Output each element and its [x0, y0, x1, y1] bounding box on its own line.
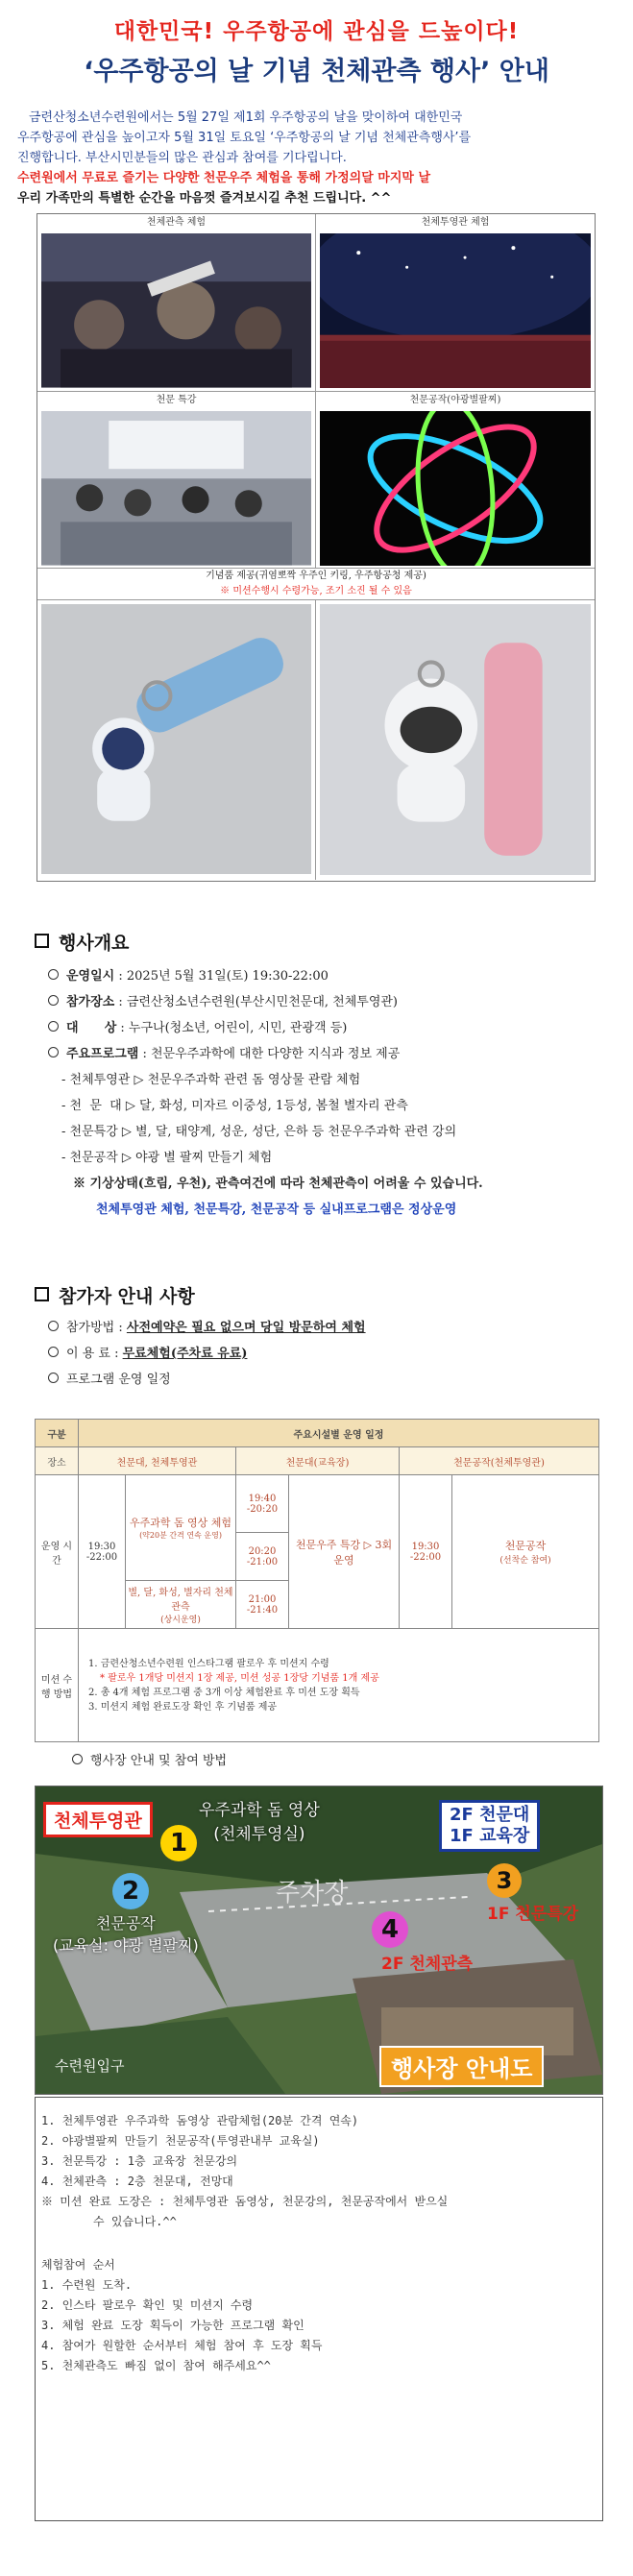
participation-list: 참가방법 : 사전예약은 필요 없으며 당일 방문하여 체험 이 용 료 : 무료체험(주차료 유료) 프로그램 운영 일정 [48, 1315, 615, 1393]
table-cell: 19:30 -22:00 [400, 1475, 452, 1629]
lecture-label: 1F 천문특강 [487, 1905, 579, 1924]
photo-caption: 천문 특강 [37, 392, 315, 409]
photo-craft-image [320, 411, 591, 566]
intro-line: 금련산청소년수련원에서는 5월 27일 제1회 우주항공의 날을 맞이하여 대한민국 [29, 110, 463, 125]
table-cell: 미션 수행 방법 [36, 1629, 79, 1742]
table-cell: 천문우주 특강 ▷ 3회 운영 [289, 1475, 400, 1629]
table-cell: 19:40 -20:20 [236, 1475, 289, 1533]
map-label-1 [199, 1796, 320, 1844]
marker-3: 3 [487, 1863, 522, 1898]
mission-step: 1. 금련산청소년수련원 인스타그램 팔로우 후 미션지 수령 [88, 1658, 329, 1669]
method-value: 사전예약은 필요 없으며 당일 방문하여 체험 [126, 1321, 366, 1335]
info-line: 3. 천문특강 : 1층 교육장 천문강의 [41, 2154, 238, 2168]
circle-bullet-icon [48, 1047, 59, 1057]
craft-label: 천문공작 [95, 1914, 156, 1932]
dome-program: 우주과학 돔 영상 체험 [129, 1517, 232, 1529]
floor-2f-label: 2F 천문대 [450, 1805, 530, 1825]
overview-heading-text: 행사개요 [59, 933, 130, 954]
circle-bullet-icon [48, 995, 59, 1006]
info-line: ※ 미션 완료 도장은 : 천체투영관 돔영상, 천문강의, 천문공작에서 받으실 [41, 2195, 449, 2208]
photo-caption: 천체투영관 체험 [316, 214, 595, 231]
checkbox-icon [35, 934, 49, 948]
sequence-step: 4. 참여가 원할한 순서부터 체험 참여 후 도장 획득 [41, 2339, 323, 2352]
craft-sublabel: (교육실: 야광 별팔찌) [53, 1936, 199, 1955]
checkbox-icon [35, 1287, 49, 1301]
marker-1: 1 [160, 1825, 197, 1861]
table-cell: 장소 [36, 1447, 79, 1475]
souvenir-warning: ※ 미션수행시 수령가능, 조기 소진 될 수 있음 [220, 586, 412, 596]
entrance-label: 수련원입구 [55, 2057, 125, 2075]
program-value: : 천문우주과학에 대한 다양한 지식과 정보 제공 [138, 1047, 401, 1061]
mission-note: * 팔로우 1개당 미션지 1장 제공, 미션 성공 1장당 기념품 1개 제공 [100, 1672, 379, 1684]
photo-keyring-2 [316, 600, 595, 880]
craft-program-note: (선착순 참여) [499, 1556, 551, 1566]
venue-map [35, 1786, 603, 2095]
craft-program: 천문공작 [504, 1540, 547, 1552]
map-guide-title: 행사장 안내도 [379, 2046, 544, 2087]
fee-value: 무료체험(주차료 유료) [122, 1347, 248, 1361]
schedule-table [35, 1419, 599, 1742]
map-label-2 [53, 1911, 199, 1956]
overview-list [48, 963, 615, 1223]
sequence-step: 5. 천체관측도 빠짐 없이 참여 해주세요^^ [41, 2359, 271, 2372]
schedule-label: 프로그램 운영 일정 [66, 1373, 171, 1387]
floor-box [439, 1800, 540, 1852]
table-header: 구분 [36, 1420, 79, 1447]
info-line: 4. 천체관측 : 2층 천문대, 전망대 [41, 2175, 233, 2188]
target-value: : 누구나(청소년, 어린이, 시민, 관광객 등) [116, 1021, 348, 1035]
dome-label: 우주과학 돔 영상 [199, 1801, 320, 1820]
circle-bullet-icon [48, 1321, 59, 1331]
floor-1f-label: 1F 교육장 [450, 1826, 530, 1846]
intro-line: 진행합니다. 부산시민분들의 많은 관심과 참여를 기다립니다. [17, 151, 347, 165]
date-value: : 2025년 5월 31일(토) 19:30-22:00 [114, 969, 329, 984]
photo-stargazing-image [41, 233, 311, 388]
observation-program: 별, 달, 화성, 별자리 천체관측 [128, 1588, 233, 1613]
photo-note-bar [37, 569, 595, 600]
sequence-title: 체험참여 순서 [41, 2258, 115, 2272]
participation-heading-text: 참가자 안내 사항 [59, 1286, 195, 1307]
place-label: 참가장소 [66, 995, 115, 1009]
date-label: 운영일시 [66, 969, 115, 984]
dome-program-note: (약20분 간격 연속 운영) [139, 1531, 222, 1540]
table-row [36, 1629, 599, 1742]
participation-heading [35, 1282, 195, 1308]
photo-caption: 천문공작(야광별팔찌) [316, 392, 595, 409]
program-item: - 천문공작 ▷ 야광 별 팔찌 만들기 체험 [61, 1151, 273, 1165]
circle-bullet-icon [48, 969, 59, 980]
info-line: 1. 천체투영관 우주과학 돔영상 관람체험(20분 간격 연속) [41, 2114, 359, 2127]
marker-2: 2 [112, 1873, 149, 1909]
program-item: - 천체투영관 ▷ 천문우주과학 관련 돔 영상물 관람 체험 [61, 1073, 361, 1087]
sequence-step: 3. 체험 완료 도장 획득이 가능한 프로그램 확인 [41, 2319, 304, 2332]
photo-stargazing [37, 214, 316, 392]
photo-caption: 천체관측 체험 [37, 214, 315, 231]
observation-program-note: (상시운영) [160, 1616, 201, 1625]
method-label: 참가방법 [66, 1321, 115, 1335]
marker-4: 4 [372, 1911, 408, 1948]
table-cell: 21:00 -21:40 [236, 1581, 289, 1629]
mission-step: 3. 미션지 체험 완료도장 확인 후 기념품 제공 [88, 1701, 278, 1713]
table-cell: 천문대, 천체투영관 [79, 1447, 236, 1475]
photo-note [37, 569, 595, 599]
table-cell: 천문대(교육장) [236, 1447, 400, 1475]
info-line: 2. 야광별팔찌 만들기 천문공작(투영관내부 교육실) [41, 2134, 320, 2148]
photo-planetarium [316, 214, 595, 392]
keyring-1-image [41, 604, 311, 874]
table-row [36, 1475, 599, 1533]
map-heading-text: 행사장 안내 및 참여 방법 [90, 1754, 228, 1768]
program-item: - 천문특강 ▷ 별, 달, 태양계, 성운, 성단, 은하 등 천문우주과학 관련 강의 [61, 1125, 457, 1139]
table-row [36, 1420, 599, 1447]
table-cell [126, 1581, 236, 1629]
intro-line: 우주항공에 관심을 높이고자 5월 31일 토요일 ‘우주항공의 날 기념 천체관측행사’를 [17, 131, 472, 145]
photo-lecture-image [41, 411, 311, 566]
photo-planetarium-image [320, 233, 591, 388]
table-cell [452, 1475, 599, 1629]
title-line-2: ‘우주항공의 날 기념 천체관측 행사’ 안내 [84, 57, 549, 86]
mission-step: 2. 총 4개 체험 프로그램 중 3개 이상 체험완료 후 미션 도장 획득 [88, 1687, 360, 1698]
photo-grid [37, 213, 596, 882]
table-cell: 20:20 -21:00 [236, 1533, 289, 1581]
intro-highlight: 수련원에서 무료로 즐기는 다양한 천문우주 체험을 통해 가정의달 마지막 날 [17, 171, 431, 185]
photo-craft [316, 392, 595, 569]
dome-sublabel: (천체투영실) [213, 1825, 305, 1844]
weather-note: ※ 기상상태(흐림, 우천), 관측여건에 따라 천체관측이 어려울 수 있습니다. [73, 1177, 483, 1191]
parking-label: 주차장 [276, 1879, 349, 1908]
circle-bullet-icon [48, 1373, 59, 1383]
observation-label: 2F 천체관측 [381, 1955, 474, 1974]
keyring-2-image [320, 604, 591, 875]
sequence-step: 1. 수련원 도착. [41, 2278, 133, 2292]
target-label: 대 상 [66, 1021, 117, 1035]
table-cell: 천문공작(천체투영관) [400, 1447, 599, 1475]
info-line: 수 있습니다.^^ [93, 2215, 177, 2228]
place-value: : 금련산청소년수련원(부산시민천문대, 천체투영관) [114, 995, 399, 1009]
fee-label: 이 용 료 [66, 1347, 110, 1361]
intro-recommend: 우리 가족만의 특별한 순간을 마음껏 즐겨보시길 추천 드립니다. ^^ [17, 191, 392, 206]
photo-lecture [37, 392, 316, 569]
table-cell: 19:30 -22:00 [79, 1475, 126, 1629]
table-cell: 운영 시간 [36, 1475, 79, 1629]
mission-cell [79, 1629, 599, 1742]
info-box [35, 2097, 603, 2521]
sequence-step: 2. 인스타 팔로우 확인 및 미션지 수령 [41, 2298, 254, 2312]
program-item: - 천 문 대 ▷ 달, 화성, 미자르 이중성, 1등성, 봄철 별자리 관측 [61, 1099, 408, 1113]
map-heading [72, 1750, 227, 1768]
indoor-note: 천체투영관 체험, 천문특강, 천문공작 등 실내프로그램은 정상운영 [96, 1203, 457, 1217]
program-label: 주요프로그램 [66, 1047, 139, 1061]
table-cell [126, 1475, 236, 1581]
intro-text [17, 108, 617, 208]
overview-heading [35, 929, 129, 955]
planetarium-badge: 천체투영관 [43, 1802, 153, 1837]
circle-bullet-icon [48, 1021, 59, 1032]
photo-keyring-1 [37, 600, 316, 880]
circle-bullet-icon [72, 1754, 83, 1764]
table-row [36, 1447, 599, 1475]
table-header: 주요시설별 운영 일정 [79, 1420, 599, 1447]
circle-bullet-icon [48, 1347, 59, 1357]
title-line-1: 대한민국! 우주항공에 관심을 드높이다! [113, 19, 520, 44]
souvenir-note: 기념품 제공(귀염뽀짝 우주인 키링, 우주항공청 제공) [206, 571, 426, 581]
